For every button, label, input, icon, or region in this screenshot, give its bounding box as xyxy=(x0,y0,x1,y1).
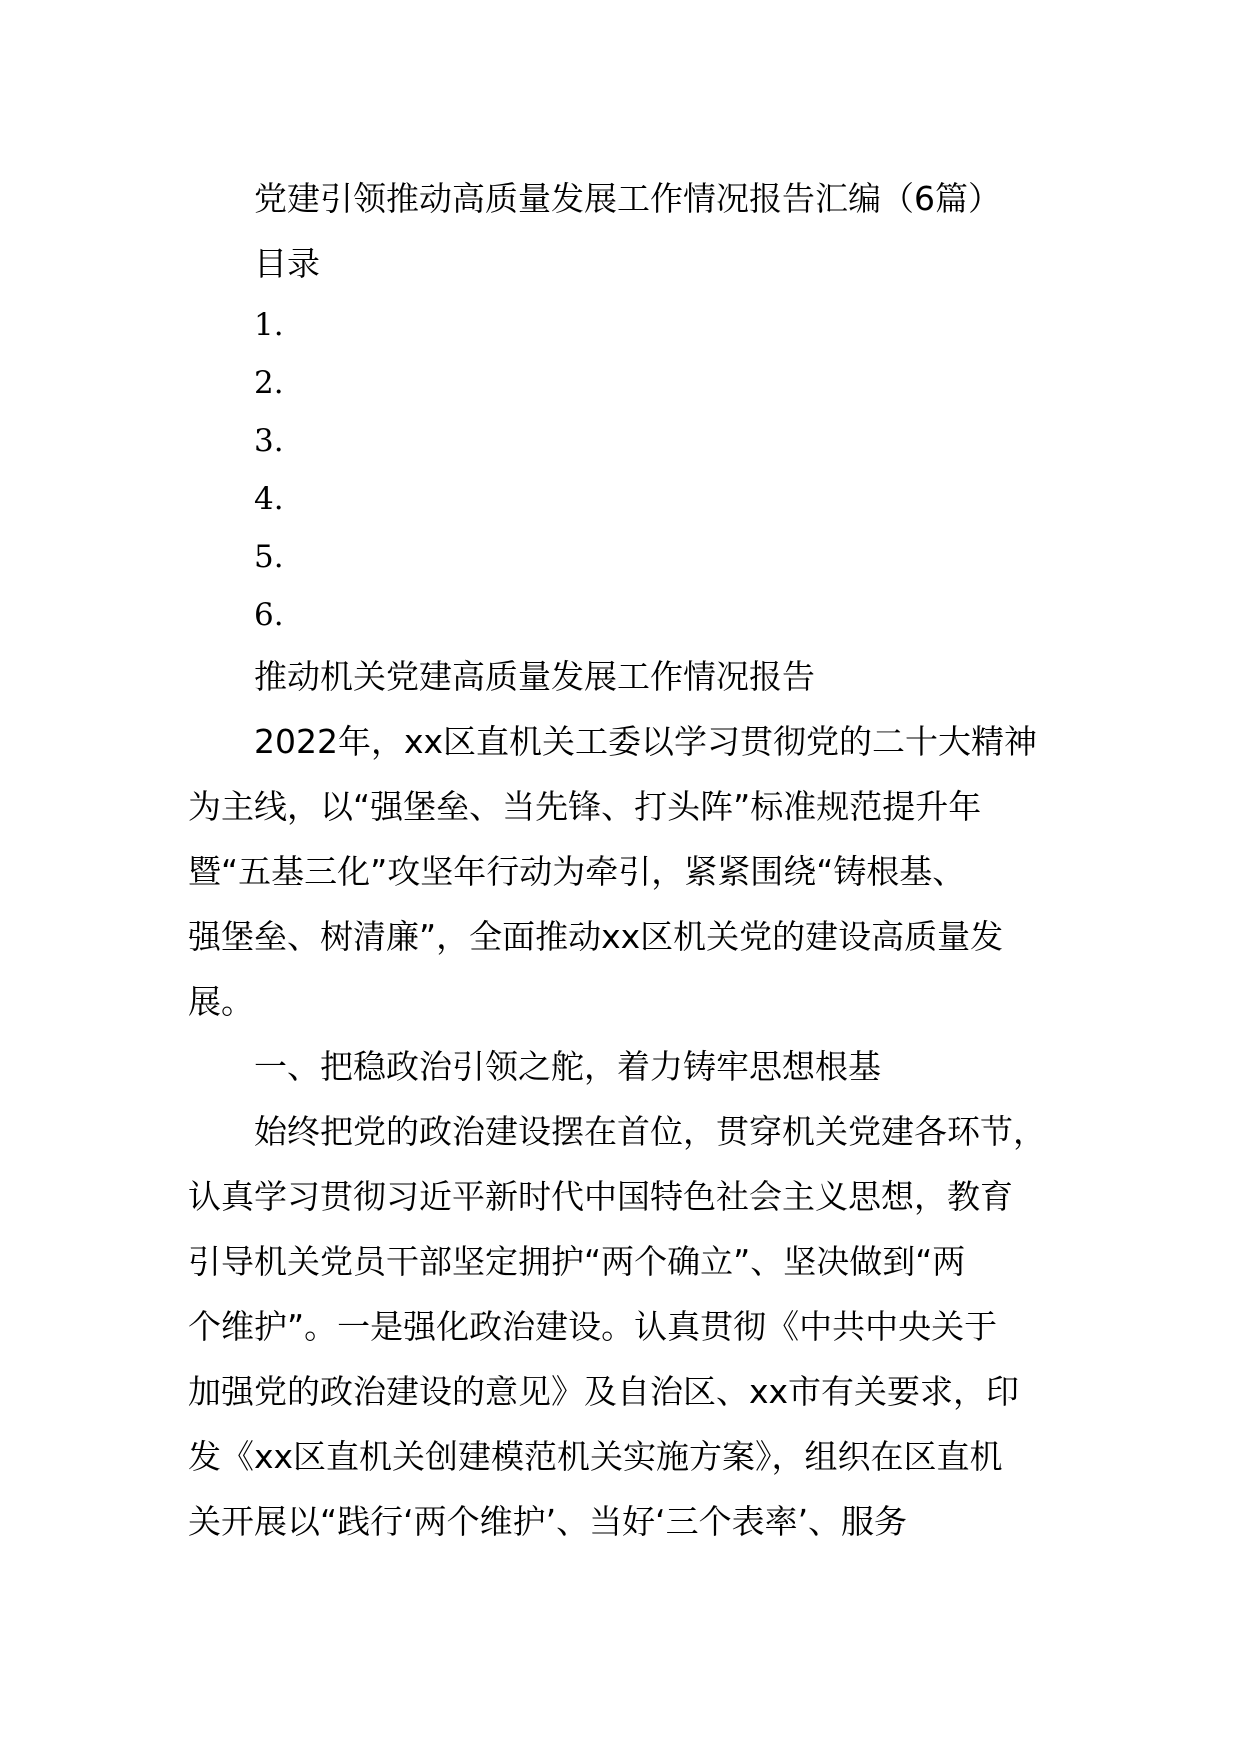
paragraph-line: 引导机关党员干部坚定拥护“两个确立”、坚决做到“两 xyxy=(188,1242,966,1281)
paragraph-line: 始终把党的政治建设摆在首位，贯穿机关党建各环节， xyxy=(254,1112,1046,1151)
toc-list xyxy=(188,296,1088,644)
paragraph-line: 加强党的政治建设的意见》及自治区、xx市有关要求，印 xyxy=(188,1372,1020,1411)
paragraph-line: 暨“五基三化”攻坚年行动为牵引，紧紧围绕“铸根基、 xyxy=(188,852,966,891)
toc-item: 6. xyxy=(254,597,284,633)
document-title: 党建引领推动高质量发展工作情况报告汇编（6篇） xyxy=(254,179,1001,218)
toc-item: 4. xyxy=(254,481,284,517)
subheading: 一、把稳政治引领之舵，着力铸牢思想根基 xyxy=(254,1047,881,1086)
section-title: 推动机关党建高质量发展工作情况报告 xyxy=(254,657,815,696)
paragraph-line: 2022年，xx区直机关工委以学习贯彻党的二十大精神 xyxy=(254,722,1038,761)
toc-item: 5. xyxy=(254,539,284,575)
paragraph-line: 个维护”。一是强化政治建设。认真贯彻《中共中央关于 xyxy=(188,1307,998,1346)
intro-paragraph xyxy=(188,709,1088,1034)
toc-heading: 目录 xyxy=(254,244,320,283)
paragraph-line: 认真学习贯彻习近平新时代中国特色社会主义思想，教育 xyxy=(188,1177,1013,1216)
toc-item: 3. xyxy=(254,423,284,459)
document-content xyxy=(188,166,1088,1554)
paragraph-line: 强堡垒、树清廉”，全面推动xx区机关党的建设高质量发 xyxy=(188,917,1004,956)
paragraph-line: 关开展以“践行‘两个维护’、当好‘三个表率’、服务 xyxy=(188,1502,908,1541)
paragraph-line: 发《xx区直机关创建模范机关实施方案》，组织在区直机 xyxy=(188,1437,1003,1476)
body-paragraph xyxy=(188,1099,1088,1554)
toc-item: 2. xyxy=(254,365,284,401)
paragraph-line: 展。 xyxy=(188,982,254,1021)
paragraph-line: 为主线，以“强堡垒、当先锋、打头阵”标准规范提升年 xyxy=(188,787,982,826)
toc-item: 1. xyxy=(254,307,284,343)
